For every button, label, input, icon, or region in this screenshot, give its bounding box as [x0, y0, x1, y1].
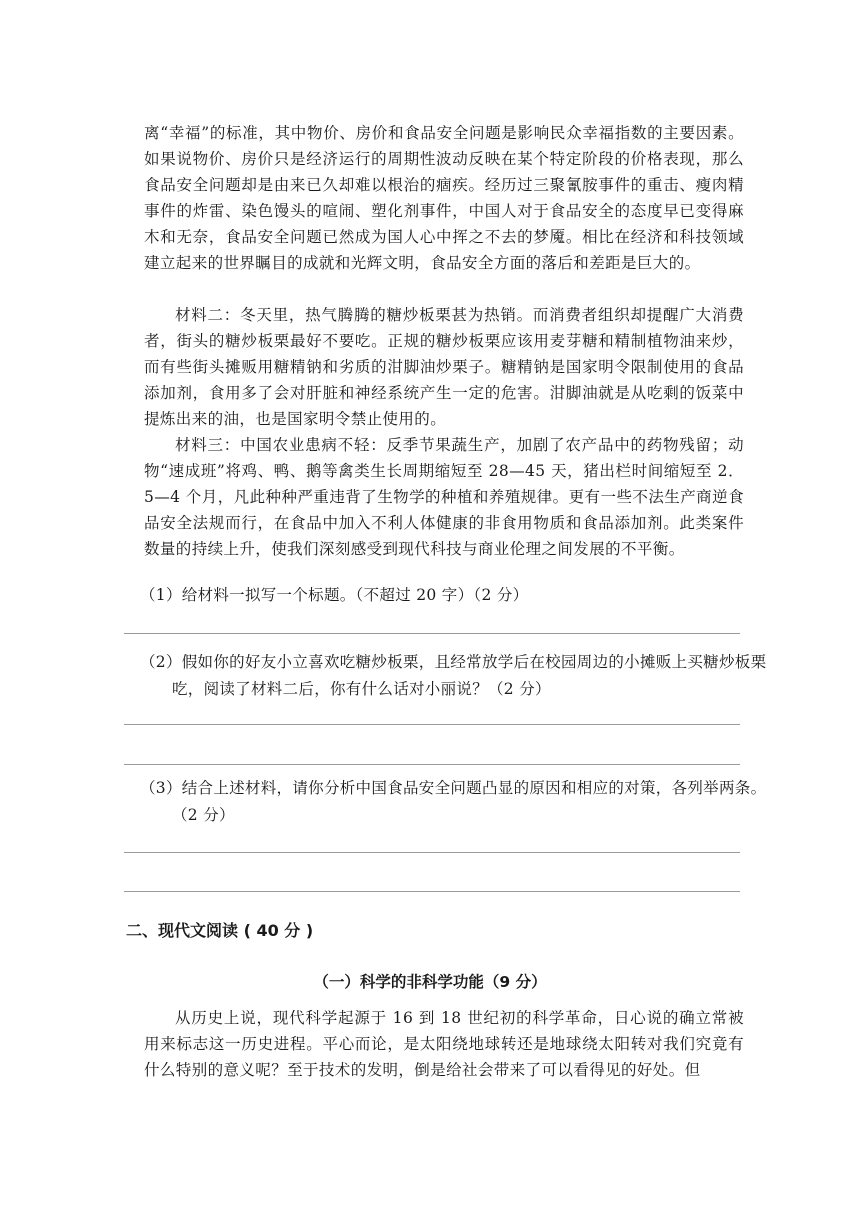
material-three: 材料三：中国农业患病不轻：反季节果蔬生产，加剧了农产品中的药物残留；动物“速成班”将鸡、鸭、鹅等禽类生长周期缩短至 28—45 天，猪出栏时间缩短至 2．5—4 个月，凡此种种严重违背了生物学的种植和养殖规律。更有一些不法生产商逆食品安全法规而行，在食品中加入不利人体健康的非食用物质和食品添加剂。此类案件数量的持续上升，使我们深刻感受到现代科技与商业伦理之间发展的不平衡。	[144, 436, 744, 558]
question-3: （3）结合上述材料，请你分析中国食品安全问题凸显的原因和相应的对策，各列举两条。（2 分）	[140, 779, 767, 824]
answer-line-3a[interactable]	[124, 852, 740, 853]
answer-line-2a[interactable]	[124, 724, 740, 725]
answer-line-1[interactable]	[124, 633, 740, 634]
question-1: （1）给材料一拟写一个标题。（不超过 20 字）（2 分）	[140, 586, 529, 604]
passage-start: 从历史上说，现代科学起源于 16 到 18 世纪初的科学革命，日心说的确立常被用来标志这一历史进程。平心而论，是太阳绕地球转还是地球绕太阳转对我们究竟有什么特别的意义呢？至于技术的发明，倒是给社会带来了可以看得见的好处。但	[144, 1009, 744, 1079]
answer-line-3b[interactable]	[124, 891, 740, 892]
section-title: 二、现代文阅读 ( 40 分 )	[126, 921, 314, 940]
question-2: （2）假如你的好友小立喜欢吃糖炒板栗，且经常放学后在校园周边的小摊贩上买糖炒板栗吃，阅读了材料二后，你有什么话对小丽说？（2 分）	[140, 653, 767, 698]
answer-line-2b[interactable]	[124, 764, 740, 765]
material-two: 材料二：冬天里，热气腾腾的糖炒板栗甚为热销。而消费者组织却提醒广大消费者，街头的糖炒板栗最好不要吃。正规的糖炒板栗应该用麦芽糖和精制植物油来炒，而有些街头摊贩用糖精钠和劣质的泔脚油炒栗子。糖精钠是国家明令限制使用的食品添加剂，食用多了会对肝脏和神经系统产生一定的危害。泔脚油就是从吃剩的饭菜中提炼出来的油，也是国家明令禁止使用的。	[144, 306, 744, 428]
subsection-title: （一）科学的非科学功能（9 分）	[313, 973, 547, 991]
material-one-tail: 离“幸福”的标准，其中物价、房价和食品安全问题是影响民众幸福指数的主要因素。如果说物价、房价只是经济运行的周期性波动反映在某个特定阶段的价格表现，那么食品安全问题却是由来已久却难以根治的痼疾。经历过三聚氰胺事件的重击、瘦肉精事件的炸雷、染色馒头的喧闹、塑化剂事件，中国人对于食品安全的态度早已变得麻木和无奈，食品安全问题已然成为国人心中挥之不去的梦魇。相比在经济和科技领域建立起来的世界瞩目的成就和光辉文明，食品安全方面的落后和差距是巨大的。	[144, 124, 744, 272]
